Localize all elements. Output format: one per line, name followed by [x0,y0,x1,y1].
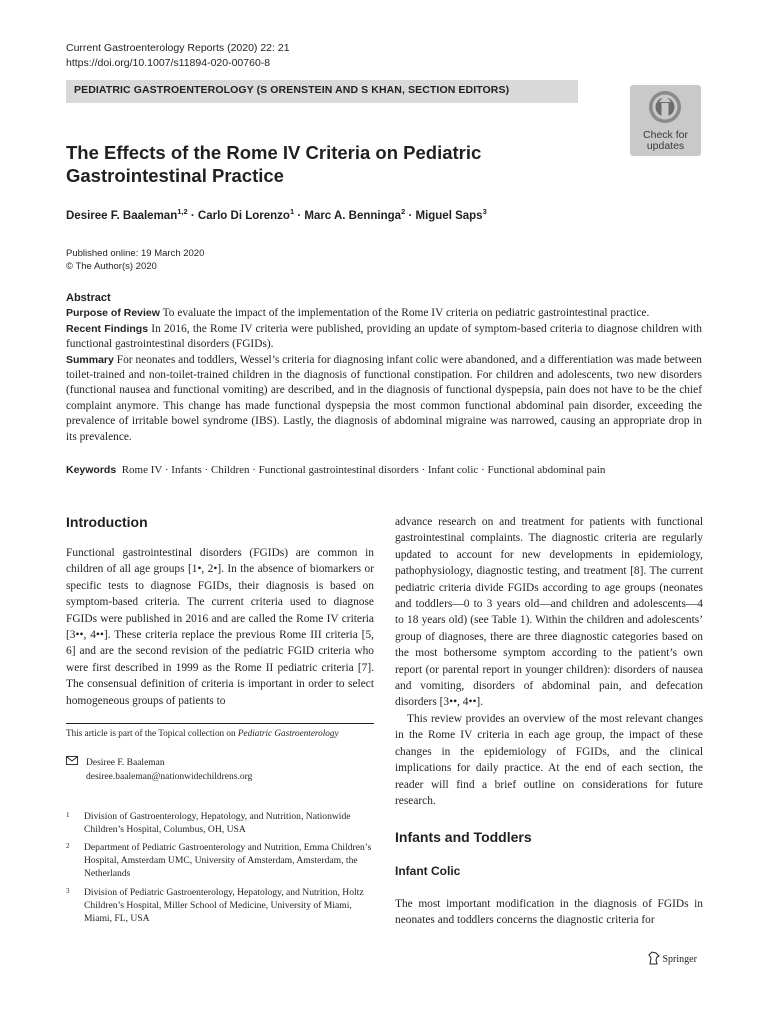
infant-colic-heading: Infant Colic [395,864,461,878]
purpose-label: Purpose of Review [66,307,160,320]
updates-label: updates [646,140,685,152]
topical-collection-prefix: This article is part of the Topical collection on [66,728,238,738]
summary-text: For neonates and toddlers, Wessel’s criteria for diagnosing infant colic were abandoned, and a differentiation was made between toilet-trained and non-toilet-trained children in the diagnosis of functional constipation. For children and adolescents, two new disorders (functional nausea and functional vomiting) are described, and in the diagnosis of functional dyspepsia, pain does not have to be the chief complaint anymore. This change has made functional dyspepsia the most common functional abdominal pain disorder, exceeding the prevalence of irritable bowel syndrome (IBS). Lastly, the diagnosis of abdominal migraine was narrowed, causing an appropriate drop in its prevalence. [66,353,703,443]
findings-label: Recent Findings [66,322,149,335]
envelope-icon [66,756,78,765]
author-name[interactable]: Marc A. Benninga [304,209,402,222]
keywords-text: Rome IV · Infants · Children · Functional gastrointestinal disorders · Infant colic · Functional abdominal pain [121,464,606,476]
springer-horse-icon [648,951,660,965]
title-line-1: The Effects of the Rome IV Criteria on Pediatric [66,142,482,163]
check-for-updates-badge[interactable] [630,85,701,156]
author-separator: · [297,209,302,222]
corresponding-author-name: Desiree F. Baaleman [86,758,165,768]
summary-label: Summary [66,353,114,366]
abstract-purpose [66,306,702,321]
author-affiliation-ref: 1 [289,207,295,216]
right-column-text [395,514,703,809]
author-affiliation-ref: 3 [482,207,487,216]
author-name[interactable]: Desiree F. Baaleman [66,209,178,222]
author-affiliation-ref: 2 [401,207,406,216]
publisher-name: Springer [662,954,697,965]
affiliation-text: Division of Pediatric Gastroenterology, Hepatology, and Nutrition, Holtz Children’s Hospital, Miller School of Medicine, University of Miami, Miami, FL, USA [84,887,364,925]
published-date: Published online: 19 March 2020 [66,248,205,259]
keywords-label: Keywords [66,464,117,476]
affiliation-number: 1 [66,811,70,819]
title-line-2: Gastrointestinal Practice [66,165,284,186]
crossmark-icon [647,89,683,125]
article-title [66,141,546,187]
doi-link[interactable]: https://doi.org/10.1007/s11894-020-00760-8 [66,57,271,69]
introduction-text: Functional gastrointestinal disorders (FGIDs) are common in children of all age groups [1•, 2•]. In the absence of biomarkers or specific tests to diagnose FGIDs, their diagnosis is based on symptom-based criteria. The current criteria used to diagnose FGIDs were published in 2016 and are called the Rome IV criteria [3••, 4••]. These criteria replace the previous Rome III criteria [5, 6] and are the second revision of the pediatric FGID criteria who were first described in 1999 as the Rome II pediatric criteria [7]. The consensual definition of criteria is important in order to select homogeneous groups of patients to [66,547,374,707]
affiliation-text: Division of Gastroenterology, Hepatology, and Nutrition, Nationwide Children’s Hospital, Columbus, OH, USA [84,811,351,836]
infants-toddlers-heading: Infants and Toddlers [395,829,532,845]
section-title: PEDIATRIC GASTROENTEROLOGY (S ORENSTEIN AND S KHAN, SECTION EDITORS) [74,84,510,96]
abstract-heading: Abstract [66,292,111,304]
author-affiliation-ref: 1,2 [177,207,188,216]
copyright-notice: © The Author(s) 2020 [66,261,157,272]
author-list [66,207,487,222]
introduction-heading: Introduction [66,514,148,530]
purpose-text: To evaluate the impact of the implementation of the Rome IV criteria on pediatric gastrointestinal practice. [162,307,650,320]
author-separator: · [408,209,413,222]
check-for-label: Check for [643,129,688,141]
affiliation-text: Department of Pediatric Gastroenterology and Nutrition, Emma Children’s Hospital, Amsterdam UMC, University of Amsterdam, Amsterdam, the Netherlands [84,842,372,880]
corresponding-author-email[interactable]: desiree.baaleman@nationwidechildrens.org [86,772,253,782]
topical-collection-note [66,728,339,738]
abstract-findings [66,322,702,353]
paragraph: The most important modification in the diagnosis of FGIDs in neonates and toddlers concerns the diagnostic criteria for [395,898,703,927]
topical-collection-name[interactable]: Pediatric Gastroenterology [237,728,339,738]
journal-name: Current Gastroenterology Reports (2020) 22: 21 [66,42,290,54]
journal-citation [66,41,290,71]
publisher-logo [648,951,697,965]
author-name[interactable]: Miguel Saps [415,209,483,222]
affiliation-number: 3 [66,887,70,895]
author-name[interactable]: Carlo Di Lorenzo [197,209,290,222]
findings-text: In 2016, the Rome IV criteria were published, providing an update of symptom-based criteria to diagnose children with functional gastrointestinal disorders (FGIDs). [66,322,702,351]
footnote-divider [66,723,374,724]
paragraph: advance research on and treatment for patients with functional gastrointestinal complaints. The diagnostic criteria are regularly updated to account for new developments in epidemiology, pathophysiology, diagnostic testing, and treatment [8]. The current pediatric criteria divide FGIDs according to age groups (neonates and toddlers—0 to 3 years old—and children and adolescents—4 to 18 years old) (see Table 1). Within the children and adolescents’ group of diagnoses, there are three diagnostic categories based on the most bothersome symptom according to the patient’s own report (or parental report in younger children): disorders of nausea and vomiting, disorders of abdominal pain, and defecation disorders [3••, 4••]. [395,516,703,709]
affiliation-number: 2 [66,842,70,850]
publication-info [66,247,204,273]
abstract [66,291,702,445]
paragraph: This review provides an overview of the most relevant changes in the Rome IV criteria in each age group, the impact of these changes in the epidemiology of FGIDs, and the clinical implications for daily practice. At the end of each section, the reader will find a brief outline on considerations for future research. [395,712,703,807]
author-separator: · [190,209,195,222]
abstract-summary [66,353,702,445]
section-banner [66,80,578,103]
keywords [66,464,702,476]
